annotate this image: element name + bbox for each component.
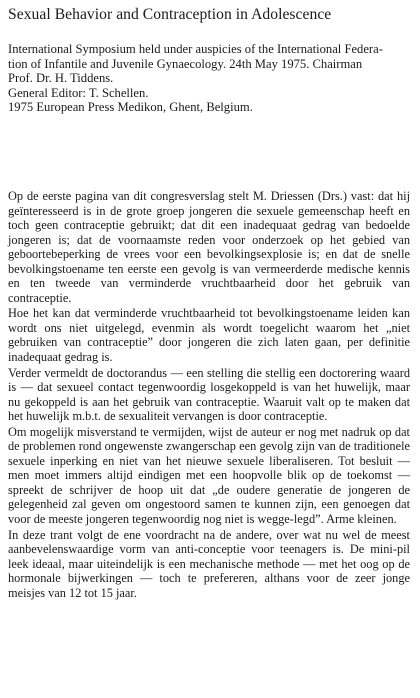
review-body (8, 189, 410, 600)
citation-line: Prof. Dr. H. Tiddens. (8, 71, 114, 86)
citation-line: General Editor: T. Schellen. (8, 85, 149, 100)
body-paragraph: Op de eerste pagina van dit congresverslag stelt M. Driessen (Drs.) vast: dat hij geïnteresseerd is in de grote groep jongeren die sexuele gemeenschap heeft en toch geen contraceptie gebruikt; dat dit een inadequaat gedrag van bedoelde jongeren is; dat de voornaamste reden voor onderzoek op het gebied van geboortebeperking de vrees voor een bevolkingsexplosie is; en dat de snelle bevolkingstoename ten eerste een gevolg is van vermeerderde medische kennis en ten tweede van verminderde vruchtbaarheid door het gebruik van contraceptie. (8, 188, 410, 305)
body-paragraph: Verder vermeldt de doctorandus — een stelling die stellig een doctorering waard is — dat sexueel contact tegenwoordig losgekoppeld is van het huwelijk, maar nu gekoppeld is aan het gebruik van contraceptie. Waaruit valt op te maken dat het huwelijk m.b.t. de sexualiteit vervangen is door contraceptie. (8, 365, 410, 424)
body-paragraph: Hoe het kan dat verminderde vruchtbaarheid tot bevolkingstoename leiden kan wordt ons niet uitgelegd, evenmin als wordt toegelicht waarom het „niet gebruiken van contraceptie” door jongeren die zich laten gaan, per definitie inadequaat gedrag is. (8, 306, 410, 364)
citation-line: 1975 European Press Medikon, Ghent, Belgium. (8, 100, 253, 115)
citation-line: tion of Infantile and Juvenile Gynaecology. 24th May 1975. Chairman (8, 56, 363, 71)
section-gap (8, 115, 410, 189)
body-paragraph: Om mogelijk misverstand te vermijden, wijst de auteur er nog met nadruk op dat de problemen rond ongewenste zwangerschap een gevolg zijn van de traditionele sexuele inperking en niet van het nieuwe sexuele liberaliseren. Tot besluit — men moet immers altijd eindigen met een hoopvolle blik op de toekomst — spreekt de schrijver de hoop uit dat „de oudere generatie de jongeren de gelegenheid zal geven om ongestoord samen te kunnen zijn, een genoegen dat voor de meeste jongeren tegenwoordig nog niet is wegge-legd”. Arme kleinen. (8, 424, 410, 526)
book-citation (8, 42, 410, 115)
body-paragraph: In deze trant volgt de ene voordracht na de andere, over wat nu wel de meest aanbevelenswaardige vorm van anti-conceptie voor teenagers is. De mini-pil leek ideaal, maar uiteindelijk is een mechanische methode — met het oog op de hormonale bijwerkingen — toch te prefereren, althans voor de zeer jonge meisjes van 12 tot 15 jaar. (8, 527, 410, 600)
citation-line: International Symposium held under auspicies of the International Federa- (8, 42, 383, 56)
review-title: Sexual Behavior and Contraception in Adolescence (8, 6, 332, 23)
